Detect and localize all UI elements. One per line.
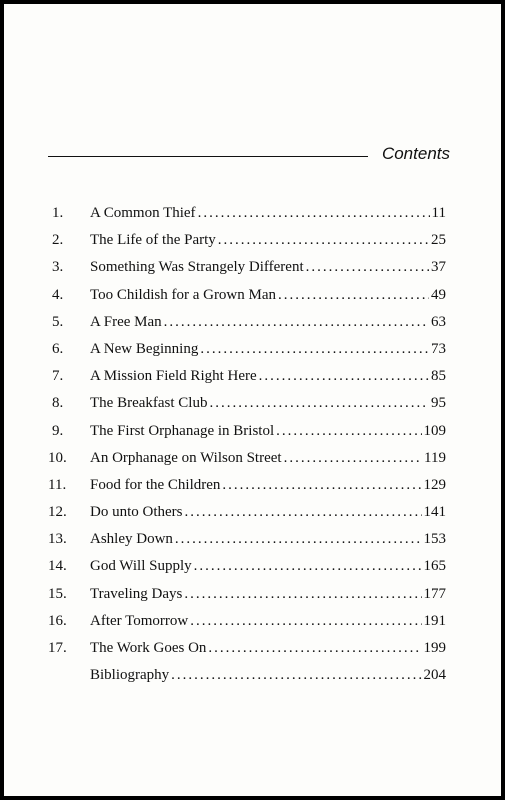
toc-entry-number: 10. xyxy=(48,449,67,466)
toc-dot-leader xyxy=(259,368,429,385)
toc-entry xyxy=(48,341,446,368)
toc-entry xyxy=(48,667,446,694)
toc-entry-title: Something Was Strangely Different xyxy=(90,259,304,276)
toc-entry-page-number: 165 xyxy=(423,558,446,575)
toc-entry xyxy=(48,395,446,422)
toc-entry xyxy=(48,640,446,667)
toc-entry-title: After Tomorrow xyxy=(90,612,189,629)
toc-entry-title: Do unto Others xyxy=(90,504,183,521)
toc-entry-title: A Free Man xyxy=(90,313,162,330)
toc-entry xyxy=(48,504,446,531)
toc-entry-number: 16. xyxy=(48,612,67,629)
toc-dot-leader xyxy=(284,450,422,467)
page-title: Contents xyxy=(381,144,450,163)
toc-dot-leader xyxy=(200,341,429,358)
toc-entry-title: Traveling Days xyxy=(90,585,183,602)
contents-header xyxy=(48,144,450,174)
toc-entry-number: 7. xyxy=(52,368,64,385)
toc-dot-leader xyxy=(276,423,421,440)
toc-entry-page-number: 95 xyxy=(431,395,446,412)
toc-entry-number: 9. xyxy=(52,422,64,439)
toc-entry xyxy=(48,205,446,232)
toc-entry-page-number: 153 xyxy=(423,531,446,548)
toc-entry-page-number: 37 xyxy=(431,259,446,276)
toc-entry xyxy=(48,531,446,558)
toc-entry-title: Ashley Down xyxy=(90,531,173,548)
toc-dot-leader xyxy=(194,558,422,575)
toc-entry-title: The Life of the Party xyxy=(90,232,216,249)
toc-entry-page-number: 119 xyxy=(424,449,446,466)
header-rule xyxy=(48,156,368,157)
toc-entry-page-number: 141 xyxy=(423,504,446,521)
toc-entry-number: 1. xyxy=(52,205,64,221)
toc-entry xyxy=(48,232,446,259)
toc-entry xyxy=(48,613,446,640)
toc-entry-title: The First Orphanage in Bristol xyxy=(90,422,275,439)
toc-entry-title: God Will Supply xyxy=(90,558,192,575)
toc-dot-leader xyxy=(185,504,422,521)
toc-entry-page-number: 191 xyxy=(423,612,446,629)
toc-entry-page-number: 129 xyxy=(423,476,446,493)
toc-entry-page-number: 199 xyxy=(423,640,446,656)
toc-entry-number: 15. xyxy=(48,585,67,602)
toc-entry-number: 6. xyxy=(52,340,64,357)
toc-entry-title: A Common Thief xyxy=(90,205,196,221)
toc-dot-leader xyxy=(278,287,429,304)
toc-entry-page-number: 11 xyxy=(431,205,446,221)
toc-entry xyxy=(48,368,446,395)
toc-entry-number: 3. xyxy=(52,259,64,276)
toc-dot-leader xyxy=(164,314,429,331)
toc-entry-page-number: 63 xyxy=(431,313,446,330)
toc-dot-leader xyxy=(198,205,430,222)
toc-entry-number: 2. xyxy=(52,232,64,249)
toc-entry-title: Food for the Children xyxy=(90,476,221,493)
toc-entry xyxy=(48,558,446,585)
toc-dot-leader xyxy=(218,232,429,249)
toc-dot-leader xyxy=(184,586,421,603)
toc-dot-leader xyxy=(222,477,421,494)
toc-entry-number: 4. xyxy=(52,286,64,303)
toc-entry-page-number: 109 xyxy=(423,422,446,439)
toc-entry-page-number: 73 xyxy=(431,340,446,357)
toc-dot-leader xyxy=(306,259,429,276)
toc-entry-page-number: 177 xyxy=(423,585,446,602)
toc-dot-leader xyxy=(208,640,421,657)
toc-entry-title: Too Childish for a Grown Man xyxy=(90,286,277,303)
toc-entry-number: 5. xyxy=(52,313,64,330)
toc-entry-page-number: 85 xyxy=(431,368,446,385)
toc-entry-number: 12. xyxy=(48,504,67,521)
toc-entry xyxy=(48,450,446,477)
toc-entry-title: An Orphanage on Wilson Street xyxy=(90,449,282,466)
toc-entry-number: 8. xyxy=(52,395,64,412)
toc-entry xyxy=(48,287,446,314)
toc-entry-title: The Breakfast Club xyxy=(90,395,208,412)
toc-entry-title: Bibliography xyxy=(90,667,170,684)
toc-entry-page-number: 49 xyxy=(431,286,446,303)
toc-dot-leader xyxy=(190,613,421,630)
toc-entry-page-number: 204 xyxy=(423,667,446,684)
toc-entry-number: 14. xyxy=(48,558,67,575)
toc-entry-page-number: 25 xyxy=(431,232,446,249)
toc-entry xyxy=(48,477,446,504)
toc-dot-leader xyxy=(209,395,429,412)
toc-entry xyxy=(48,314,446,341)
toc-dot-leader xyxy=(171,667,421,684)
toc-entry-number: 17. xyxy=(48,640,67,656)
toc-entry xyxy=(48,423,446,450)
toc-entry-title: The Work Goes On xyxy=(90,640,207,656)
toc-entry xyxy=(48,259,446,286)
table-of-contents xyxy=(48,205,446,694)
toc-entry xyxy=(48,586,446,613)
toc-dot-leader xyxy=(175,531,422,548)
toc-entry-title: A Mission Field Right Here xyxy=(90,368,257,385)
toc-entry-title: A New Beginning xyxy=(90,340,199,357)
toc-entry-number: 13. xyxy=(48,531,67,548)
toc-entry-number: 11. xyxy=(48,476,67,493)
book-page xyxy=(4,4,501,796)
